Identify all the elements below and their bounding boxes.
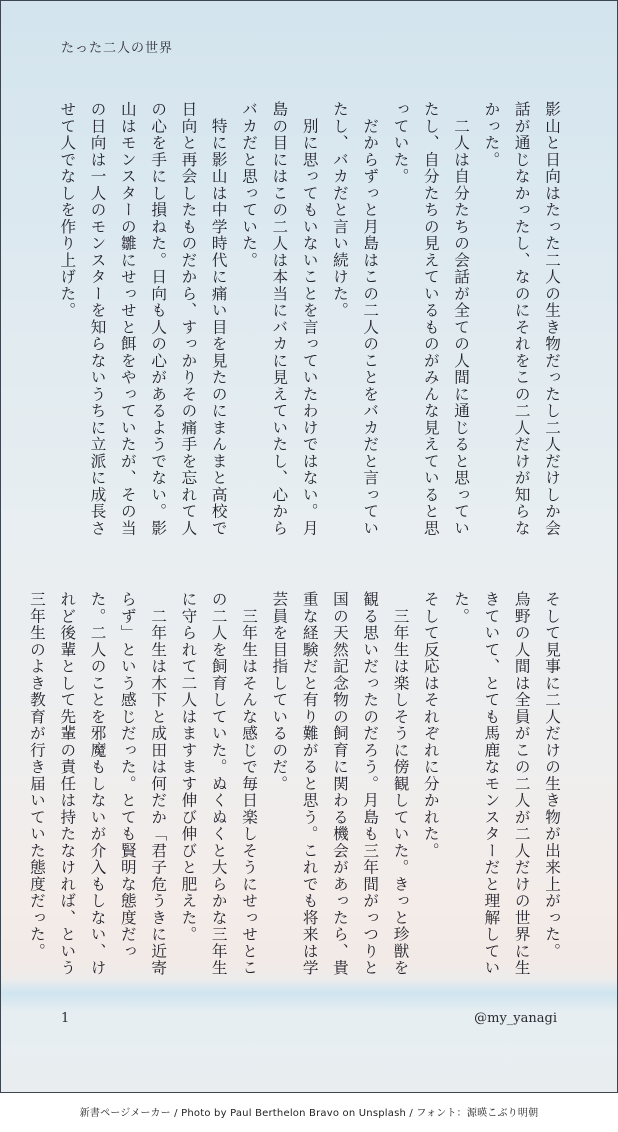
page-title: たった二人の世界 [61,41,174,56]
author-handle: @my_yanagi [474,1011,557,1026]
footer-credit: 新書ページメーカー / Photo by Paul Berthelon Bravo on Unsplash / フォント：源暎こぶり明朝 [79,1108,539,1119]
page-number: 1 [61,1011,70,1026]
text-column-top: 影山と日向はたった二人の生き物だったし二人だけしか会話が通じなかったし、なのにそれをこの二人だけが知らなかった。 二人は自分たちの会話が全ての人間に通じると思っていたし、自分たちの見えているものがみんな見えていると思っていた。 だからずっと月島はこの二人のことをバカだと言っていたし、バカだと言い続けた。 別に思ってもいないことを言っていたわけではない。月島の目にはこの二人は本当にバカに見えていたし、心からバカだと思っていた。 特に影山は中学時代に痛い目を見たのにまんまと高校で日向と再会したものだから、すっかりその痛手を忘れて人の心を手にし損ねた。日向も人の心があるようでない。影山はモンスターの雛にせっせと餌をやっていたが、その当の日向は一人のモンスターを知らないうちに立派に成長させて人でなしを作り上げた。 [58,101,561,537]
text-column-bottom: そして見事に二人だけの生き物が出来上がった。 烏野の人間は全員がこの二人が二人だけの世界に生きていて、とても馬鹿なモンスターだと理解していた。 そして反応はそれぞれに分かれた。 三年生は楽しそうに傍観していた。きっと珍獣を観る思いだったのだろう。月島も三年間がっつりと国の天然記念物の飼育に関わる機会があったら、貴重な経験だと有り難がると思う。これでも将来は学芸員を目指しているのだ。 三年生はそんな感じで毎日楽しそうにせっせとこの二人を飼育していた。ぬくぬくと大らかな三年生に守られて二人はますます伸び伸びと肥えた。 二年生は木下と成田は何だか「君子危うきに近寄らず」という感じだった。とても賢明な態度だった。二人のことを邪魔もしないが介入もしない、けれど後輩として先輩の責任は持たなければ、という三年生のよき教育が行き届いていた態度だった。 [27,591,561,977]
